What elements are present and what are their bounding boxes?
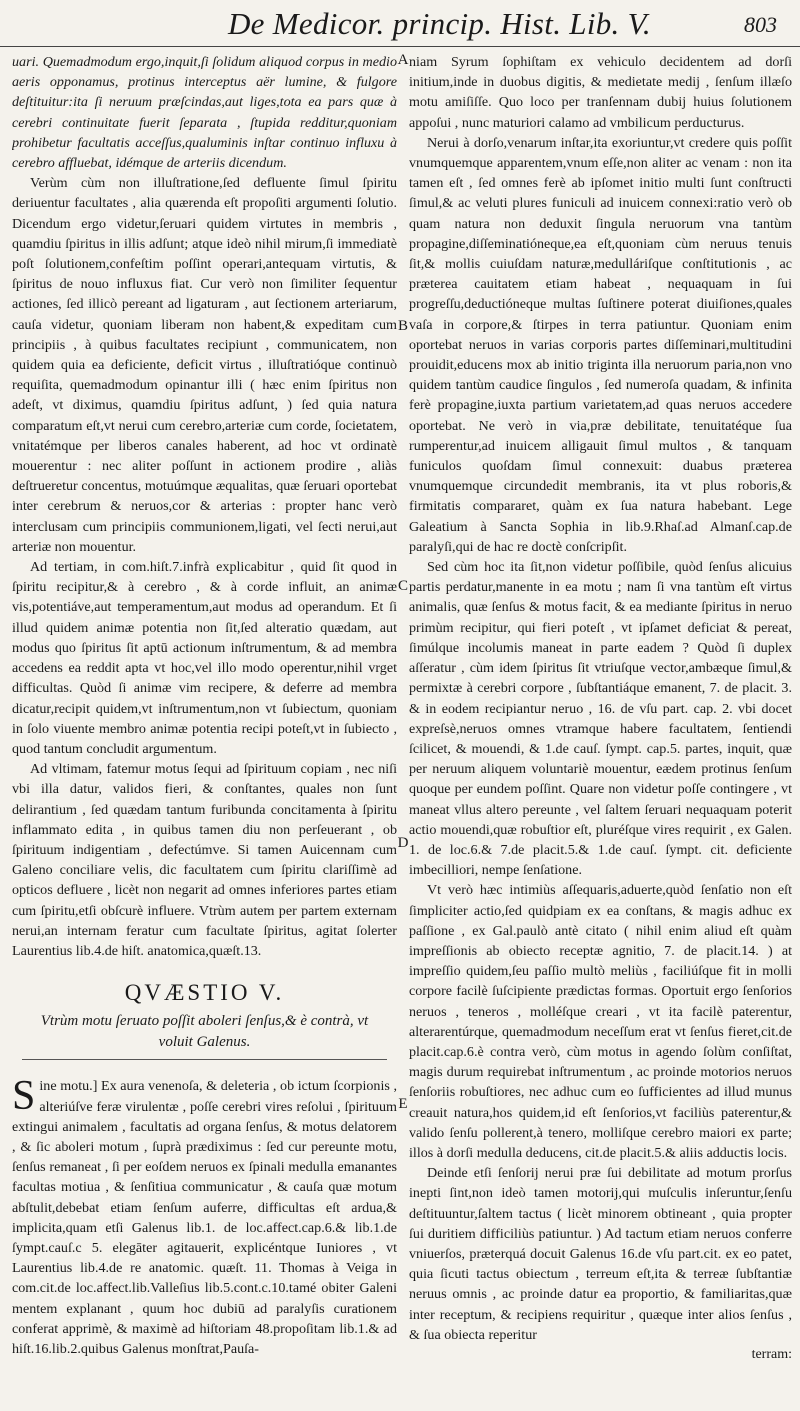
- question-title: QVÆSTIO V.: [124, 980, 285, 1006]
- paragraph: uari. Quemadmodum ergo,inquit,ſi ſolidum aliquod corpus in medio aeris opponamus, protinus interceptus aër lumine, & fulgore deſtituitur:ita ſi neruum præſcindas,aut liges,tota ea pars quæ à cerebri continuitate fuerit ſeparata , ſtupida redditur,quoniam prohibetur facultatis acceſſus,qualuminis inſtar continuo influxu à cerebro affluebat, idémque de arteriis dicendum.: [12, 54, 397, 172]
- paragraph: Deinde etſi ſenſorij nerui præ ſui debilitate ad motum prorſus inepti ſint,non ideò tamen motorij,qui muſculis inſeruntur,ſenſu deſtituuntur,ſaltem tactus ( licèt minorem obtineant , quia propter ſui duritiem difficiliùs patiuntur. ) Ad tactum etiam neruos conferre vniuerſos, præterquá docuit Galenus 16.de vſu part.cit. ex eo patet, quia ſicuti tactus obiectum , terreum eſt,ita & terreæ ſubſtantiæ neruus omnis , ac proinde datur ea proportio, & familiaritas,quæ inter receptum, & recipiens requiritur , quæque inter alios ſenſus , & ſua obiecta reperitur: [409, 1165, 792, 1343]
- margin-letter-b: B: [397, 318, 408, 334]
- paragraph: Sed cùm hoc ita ſit,non videtur poſſibile, quòd ſenſus alicuius partis perdatur,manente in ea motu ; nam ſi vna tantùm eſt virtus animalis, quæ ſenſus & motus facit, & ea mediante ſpiritus in neruo primùm recipitur, qui fieri poteſt , vt ipſamet deficiat & pereat, ſimúlque incolumis maneat in parte eadem ? Quòd ſi duplex aſſeratur , cùm idem ſpiritus ſit vtriuſque vector,ambæque ſimul,& permixtæ à cerebri corpore , ſubſtantiáque emanent, 7. de placit. 3. & in eodem recipiantur neruo , 16. de vſu part. cap. 2. vbi docet expreſsè,neruos omnes vtramque habere facultatem, ſentiendi ſcilicet, & mouendi, & 1.de cauſ. ſympt. cap.5. partes, inquit, quæ per neruum aliquem voluntariè mouentur, eædem protinus ſenſum quoque per eundem poſſint. Quare non videtur poſſe contingere , vt maneat vllus altero pereunte , vel ſaltem ſeruari nequaquam poterit actio mouendi,quæ robuſtior eſt, pluréſque vires requirit , ex Galen. 1. de loc.6.& 7.de placit.5.& 1.de cauſ. ſympt. cit. deficiente imbecilliori, nempe ſenſatione.: [409, 559, 792, 879]
- paragraph: Nerui à dorſo,venarum inſtar,ita exoriuntur,vt credere quis poſſit vnumquemque apparentem,vnum eſſe,non aliter ac venam : non ita tamen eſt , ſed omnes ferè ab ipſomet initio multi ſunt conſtructi ſimul,& ac veluti plures funiculi ad inuicem connexi:ratio verò ob quam natura non deduxit ſingula neruorum vna tantùm propagine,diſſeminatióneque,ea eſt,quoniam cùm neruus tenuis ſit,& mollis cuiuſdam naturæ,medulláriſque conſtitutionis , ac præterea cauitatem etiam habeat , nequaquam in ſui progreſſu,deductióneque multas ſuſtinere poterat diuiſiones,quales vaſa in corpore,& ſtirpes in terra patiuntur. Quoniam enim oportebat neruos in varias corporis partes diſſeminari,multitudini prouidit,educens mox ab initio triginta illa neruorum paria,non vno quidem tantùm caudice ſingulos , ſed numeroſa quadam, & infinita ferè propagine,iuxta partium varietatem,ad quas neruos accedere oportebat. Ne verò in via,præ debilitate, tenuitatéque ſua rumperentur,ad inuicem alligauit ſimul multos , & tanquam funiculos quoſdam ſimul connexuit: duabus præterea vnumquemque circundedit membranis, ita vt plus roboris,& firmitatis compararet, quàm ex ſua natura habebant. Lege Galeatium à Sancta Sophia in lib.9.Rhaſ.ad Almanſ.cap.de paralyſi,qui de hac re doctè conſcripſit.: [409, 134, 792, 555]
- paragraph: niam Syrum ſophiſtam ex vehiculo decidentem ad dorſi initium,inde in duobus digitis, & medietate medij , ſenſum illæſo motu amiſiſſe. Quo loco per tranſennam dubij huius ſolutionem appoſui , nunc maturiori calamo ad vmbilicum perducturus.: [409, 54, 792, 131]
- margin-letter-d: D: [397, 835, 409, 851]
- right-column: [409, 52, 792, 1407]
- header-rule: [0, 46, 800, 47]
- page-header: [0, 0, 800, 48]
- margin-letter-a: A: [397, 52, 409, 68]
- paragraph: Vt verò hæc intimiùs aſſequaris,aduerte,quòd ſenſatio non eſt ſimpliciter actio,ſed quidpiam ex ea conſtans, & magis adhuc ex paſſione , ex Gal.paulò antè citato ( nihil enim aliud eſt quàm impreſſionis ab obiecto receptæ agnitio, 7. de placit.14. ) at impreſſio quidem,ſeu paſſio multò meliùs , faciliúſque fit in molli corpore facilè ſuſcipiente prædictas formas. Oportuit ergo ſenſorios neruos , teneros , molléſque creari , vt ita facilè paterentur, alterarentúrque, quemadmodum neceſſum erat vt ſenſus fieret,cit.de placit.cap.6.è contra verò, cùm motus in agendo ſolùm conſiſtat, magis durum requirebat inſtrumentum , ac proinde motorios neruos ſenſoriis robuſtiores, nec adhuc cum eo ſufficientes ad illud munus creauit natura,hos quidem,id eſt ſenſorios,vt faciliùs paterentur,& valido ſenſu pollerent,à tenero, molliſque cerebro maiori ex parte; illos à dorſi medulla deducens, cit.de placit.5.& aliis adductis locis.: [409, 882, 792, 1161]
- paragraph: Ad tertiam, in com.hiſt.7.infrà explicabitur , quid ſit quod in ſpiritu recipitur,& à cerebro , & à corde influit, an animæ vis,potentiáve,aut temperamentum,aut modus ad operandum. Et ſi illud quidem animæ potentia non ſit,ſed alteratio quædam, aut modus quo ſpiritus ſit aptū actionum inſtrumentum, & ad membra accedens ea reddit apta vt hoc,vel illo modo operentur,nihil vrget difficultas. Quòd ſi animæ vim recipere, & deferre ad membra dicatur,recipit quidem,vt inſtrumentum,non vt ſubiectum, quoniam in ſolo viuente membro animæ potentia recipi poteſt,vt in ſubiecto , quod tantum concludit argumentum.: [12, 559, 397, 757]
- running-title: De Medicor. princip. Hist. Lib. V.: [228, 6, 651, 41]
- left-column: [12, 52, 397, 1407]
- margin-letter-c: C: [397, 578, 408, 594]
- catchword: terram:: [751, 1347, 792, 1362]
- page-number: 803: [744, 12, 777, 37]
- margin-letter-e: E: [398, 1096, 408, 1112]
- paragraph-text: ine motu.] Ex aura venenoſa, & deleteria , ob ictum ſcorpionis , alteriúſve feræ virulentæ , poſſe cerebri vires reſolui , ſpirituum extingui animalem , facultatis ad organa ſenſus, & motus delatorem , & ſic aboleri motum , ſuprà prædiximus : ſed cur pereunte motu, ſenſus remaneat , ſi per eoſdem neruos ex ſpinali medulla emanantes facultas motiua , & ſenſitiua communicatur , & cauſa quæ motum abſtulit,debebat etiam ſenſum auferre, difficultas eſt ardua,& implicita,quam etſi Galenus lib.1. de loc.affect.cap.6.& lib.1.de ſympt.cauſ.c 5. elegāter agitauerit, explicéntque Iuniores , vt Laurentius lib.4.de re anatomic. quæſt. 11. Thomas à Veiga in com.cit.de loc.affect.lib.Valleſius lib.5.cont.c.10.tamé obiter Galeni mentem explanant , quum hoc dubiū ad paralyſis curationem conferat apprimè, & maximè ad hiſtoriam 48.propoſitam lib.1.& ad hiſt.16.lib.2.quibus Galenus monſtrat,Pauſa-: [12, 1078, 397, 1357]
- paragraph: Ad vltimam, fatemur motus ſequi ad ſpirituum copiam , nec niſi vbi illa datur, validos fieri, & conſtantes, quales non ſunt delirantium , ſed quædam tantum furibunda concitamenta à ſpiritu inflammato edita , in quibus tamen diu non perſeuerant , ob ſpirituum indigentiam , defectúmve. Si tamen Auicennam cum Galeno conciliare velis, dic facultatem cum ſpiritu clariſſimè ad opticos defluere , licèt non negarit ad omnes inferiores partes etiam cum ſpiritu,etſi obſcurè influere. Vtrùm autem per partem externam nerui,an internam feratur cum facultate ſpiritus, agitat ſolerter Laurentius lib.4.de hiſt. anatomica,quæſt.13.: [12, 761, 397, 959]
- question-subtitle: Vtrùm motu ſeruato poſſit aboleri ſenſus,& è contrà, vt voluit Galenus.: [22, 1011, 387, 1060]
- paragraph: [12, 1073, 397, 1359]
- paragraph: Verùm cùm non illuſtratione,ſed defluente ſimul ſpiritu deriuentur facultates , alia quærenda eſt propoſiti argumenti ſolutio. Dicendum ergo videtur,ſeruari quidem virtutes in membris , quamdiu ſpiritus in illis adſunt; atque ideò nihil mirum,ſi immediatè poſt ſolutionem,confeſtim poſſint operari,antequam virtutis, & ſpiritus de nouo influxus fiat. Cur verò non ſimiliter ſequentur actiones, ſed illicò pereant ad ligaturam , aut ſectionem arteriarum, cauſa videtur, quoniam liberam non habent,& expeditam cum principiis , à quibus facultates recipiunt , communicatem, non quidem quia ea deficiente, deficit virtus , illuſtratióque continuò requiſita, quemadmodum opinantur illi ( hæc enim ſpiritus non adeſt, vt diximus, quamdiu ſpiritus adſunt, ) ſed quia natura comparatum eſt,vt nerui cum cerebro,arteriæ cum corde, ſocietatem, vnitatémque per liberos canales haberent, ad hoc vt ordinatè mouerentur : nec aliter poſſunt in actionem prodire , aliàs deſtrueretur concentus, motuúmque æqualitas, quæ ſeruari oportebat inter cerebrum & neruos,cor & arterias : propter hanc verò interclusam cum principiis communionem,ligati, vel ſecti nerui,aut arteriæ non mouentur.: [12, 175, 397, 555]
- drop-cap: S: [12, 1073, 36, 1120]
